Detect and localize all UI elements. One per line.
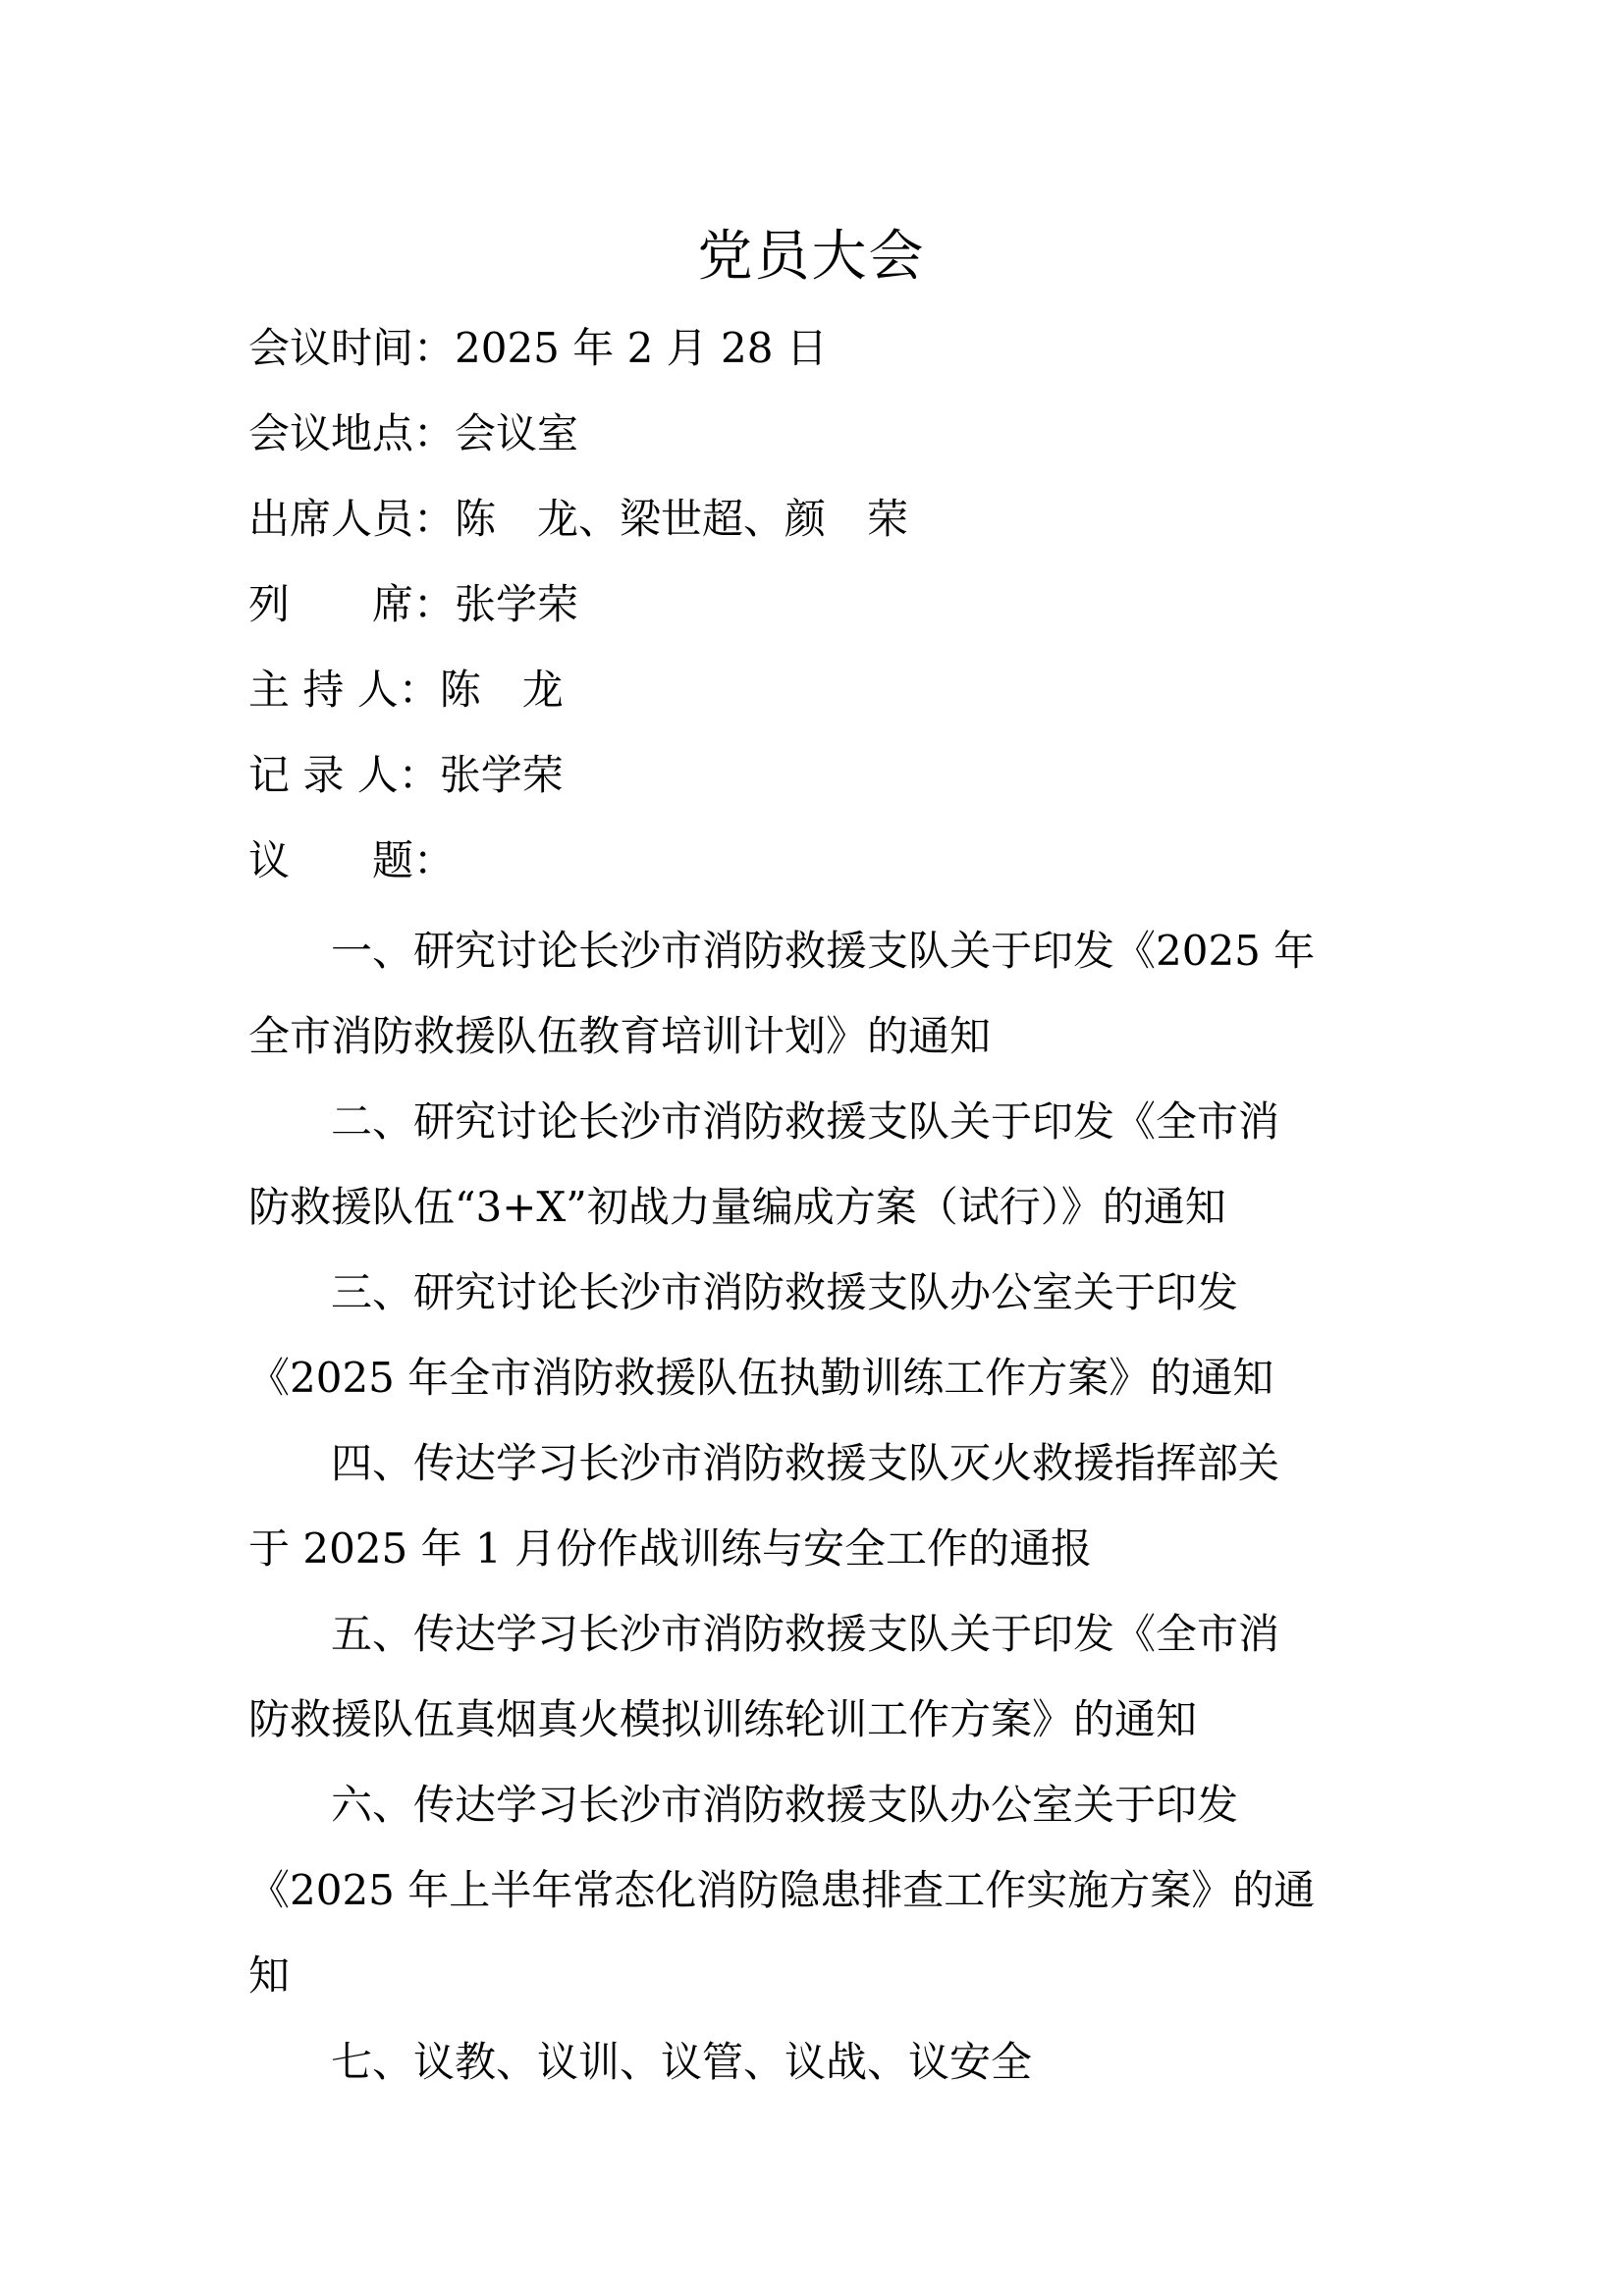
host-row [248,666,564,715]
agenda-line: 防救援队伍真烟真火模拟训练轮训工作方案》的通知 [248,1695,1198,1743]
recorder-row [248,751,564,800]
meeting-place-value: 会议室 [455,409,579,457]
agenda-line: 于 2025 年 1 月份作战训练与安全工作的通报 [248,1524,1093,1573]
agenda-line: 四、传达学习长沙市消防救援支队灭火救援指挥部关 [331,1439,1280,1487]
recorder-value: 张学荣 [439,751,564,799]
observers-value: 张学荣 [455,580,579,628]
agenda-label: 议 题： [248,836,456,884]
agenda-line: 全市消防救援队伍教育培训计划》的通知 [248,1012,992,1060]
agenda-label-row [248,836,455,885]
document-title: 党员大会 [697,225,926,289]
agenda-line: 一、研究讨论长沙市消防救援支队关于印发《2025 年 [331,927,1316,975]
agenda-line: 《2025 年全市消防救援队伍执勤训练工作方案》的通知 [248,1354,1274,1402]
host-label: 主 持 人： [248,666,440,714]
agenda-line: 五、传达学习长沙市消防救援支队关于印发《全市消 [331,1610,1280,1658]
host-value: 陈 龙 [439,666,564,714]
meeting-time-value: 2025 年 2 月 28 日 [455,324,828,372]
meeting-place-row [248,409,578,458]
observers-row [248,580,578,629]
meeting-time-row [248,324,828,373]
meeting-time-label: 会议时间： [248,324,456,372]
agenda-line: 七、议教、议训、议管、议战、议安全 [331,2038,1033,2086]
agenda-line: 六、传达学习长沙市消防救援支队办公室关于印发 [331,1781,1239,1829]
agenda-line: 二、研究讨论长沙市消防救援支队关于印发《全市消 [331,1097,1280,1146]
agenda-line: 《2025 年上半年常态化消防隐患排查工作实施方案》的通 [248,1866,1316,1914]
observers-label: 列 席： [248,580,456,628]
agenda-line: 防救援队伍“3+X”初战力量编成方案（试行）》的通知 [248,1183,1226,1231]
agenda-line: 三、研究讨论长沙市消防救援支队办公室关于印发 [331,1268,1239,1316]
attendees-value: 陈 龙、梁世超、颜 荣 [455,495,909,543]
agenda-line: 知 [248,1951,291,2000]
meeting-place-label: 会议地点： [248,409,456,457]
recorder-label: 记 录 人： [248,751,440,799]
attendees-row [248,495,908,544]
attendees-label: 出席人员： [248,495,456,543]
